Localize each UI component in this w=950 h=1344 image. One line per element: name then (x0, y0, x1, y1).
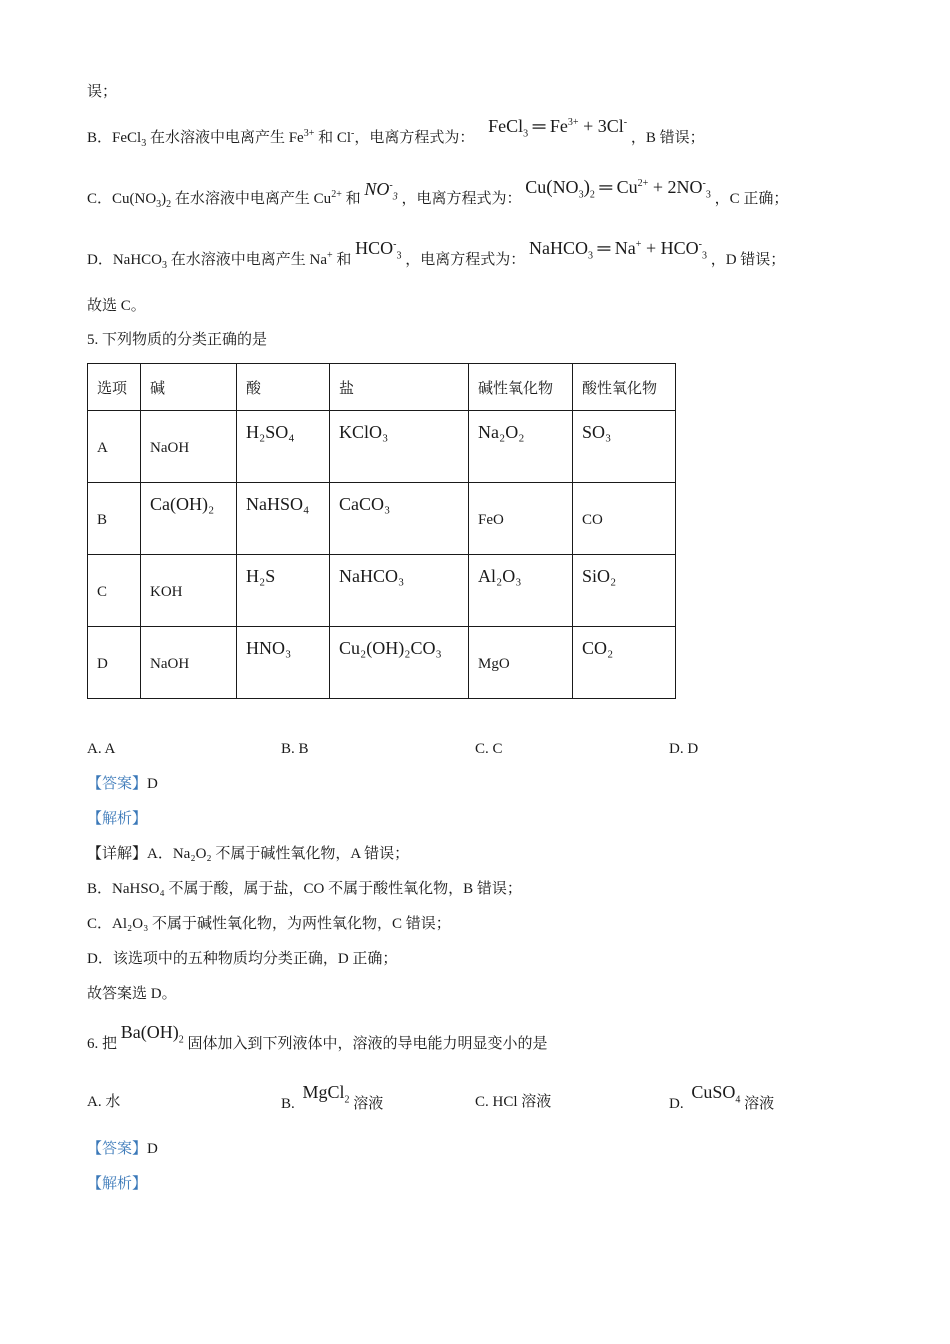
q5-detail-line: B．NaHSO₄ 不属于酸，属于盐，CO 不属于酸性氧化物，B 错误； (87, 881, 522, 897)
q5-analysis-label: 【解析】 (87, 811, 148, 827)
q6-answer: 【答案】D (87, 1141, 158, 1157)
table-row (88, 411, 676, 483)
bicarbonate-ion: $HCO^-_3$ (355, 238, 402, 262)
table-cell: D (88, 627, 141, 699)
prev-tail: 误； (87, 84, 118, 100)
nitrate-ion: $NO^-_3$ (364, 179, 398, 203)
table-row (88, 555, 676, 627)
table-header: 碱 (141, 364, 237, 411)
table-cell: C (88, 555, 141, 627)
q5-stem: 5. 下列物质的分类正确的是 (87, 332, 268, 348)
table-cell: NaHCO₃ (330, 555, 469, 627)
table-cell: HNO₃ (237, 627, 330, 699)
prev-item-b: B．FeCl$_3$ 在水溶液中电离产生 $Fe^{3+}$ 和 Cl-，电离方程式为： FeCl$_3$ ═ $Fe^{3+} + 3Cl^-$ ，B 错误； (87, 116, 705, 149)
table-cell: H₂S (237, 555, 330, 627)
q6-stem: 6. 把 $Ba(OH)_2$ 固体加入到下列液体中，溶液的导电能力明显变小的是 (87, 1022, 548, 1052)
table-header: 酸性氧化物 (573, 364, 676, 411)
table-cell: A (88, 411, 141, 483)
q6-option-b[interactable]: B. MgCl$_2$ 溶液 (281, 1082, 384, 1112)
q5-option-c[interactable]: C. C (475, 741, 503, 757)
table-header: 碱性氧化物 (469, 364, 573, 411)
prev-conclusion: 故选 C。 (87, 298, 146, 314)
prev-item-c: C．$Cu(NO_3)_2$ 在水溶液中电离产生 $Cu^{2+}$ 和 $NO^-_3$ ，电离方程式为： $Cu(NO_3)_2$ ═ $Cu^{2+} + 2NO^-_3$ ，C 正确； (87, 177, 789, 210)
table-header: 选项 (88, 364, 141, 411)
prev-item-d: D．NaHCO$_3$ 在水溶液中电离产生 Na+ 和 $HCO^-_3$ ，电离方程式为： NaHCO$_3$ ═ $Na^+ + HCO^-_3$ ，D 错误； (87, 238, 786, 271)
q5-detail-line: C．Al₂O₃ 不属于碱性氧化物，为两性氧化物，C 错误； (87, 916, 451, 932)
table-cell: Al₂O₃ (469, 555, 573, 627)
q5-option-d[interactable]: D. D (669, 741, 699, 757)
table-cell: FeO (469, 483, 573, 555)
table-cell: SO₃ (573, 411, 676, 483)
table-cell: NaOH (141, 627, 237, 699)
q6-analysis-label: 【解析】 (87, 1176, 148, 1192)
equation-nahco3: NaHCO$_3$ ═ $Na^+ + HCO^-_3$ (529, 238, 707, 262)
table-cell: Cu₂(OH)₂CO₃ (330, 627, 469, 699)
table-cell: B (88, 483, 141, 555)
q5-detail-line: 【详解】A．Na₂O₂ 不属于碱性氧化物，A 错误； (87, 846, 410, 862)
classification-table (87, 363, 676, 699)
table-cell: CO₂ (573, 627, 676, 699)
table-cell: CaCO₃ (330, 483, 469, 555)
q5-answer: 【答案】D (87, 776, 158, 792)
table-cell: MgO (469, 627, 573, 699)
table-cell: SiO₂ (573, 555, 676, 627)
q6-option-c[interactable]: C. HCl 溶液 (475, 1094, 552, 1110)
q6-option-d[interactable]: D. CuSO$_4$ 溶液 (669, 1082, 775, 1112)
q5-detail-line: 故答案选 D。 (87, 986, 177, 1002)
table-cell: NaHSO₄ (237, 483, 330, 555)
table-header: 盐 (330, 364, 469, 411)
table-cell: KClO₃ (330, 411, 469, 483)
table-cell: Ca(OH)₂ (141, 483, 237, 555)
equation-cuno3: $Cu(NO_3)_2$ ═ $Cu^{2+} + 2NO^-_3$ (525, 177, 711, 201)
table-cell: Na₂O₂ (469, 411, 573, 483)
table-cell: KOH (141, 555, 237, 627)
table-row (88, 483, 676, 555)
table-row (88, 627, 676, 699)
table-cell: NaOH (141, 411, 237, 483)
q5-detail-line: D．该选项中的五种物质均分类正确，D 正确； (87, 951, 398, 967)
q5-option-a[interactable]: A. A (87, 741, 116, 757)
table-header-row (88, 364, 676, 411)
q5-option-b[interactable]: B. B (281, 741, 309, 757)
table-cell: H₂SO₄ (237, 411, 330, 483)
q6-option-a[interactable]: A. 水 (87, 1094, 121, 1110)
equation-fecl3: FeCl$_3$ ═ $Fe^{3+} + 3Cl^-$ (488, 116, 628, 140)
table-header: 酸 (237, 364, 330, 411)
table-cell: CO (573, 483, 676, 555)
